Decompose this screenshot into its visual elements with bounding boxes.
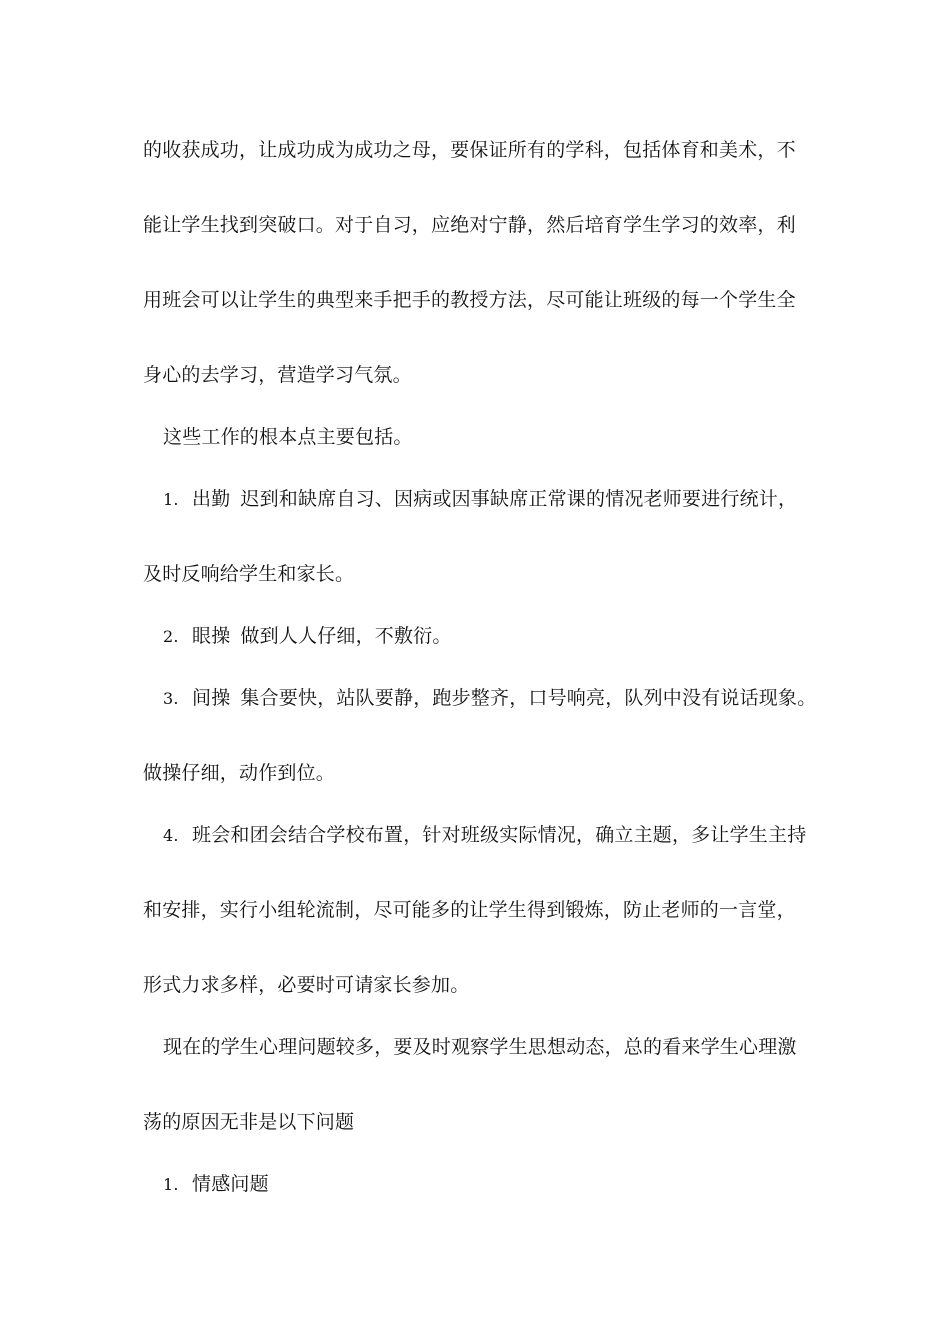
paragraph-line: 能让学生找到突破口。对于自习，应绝对宁静，然后培育学生学习的效率，利 [143, 214, 796, 236]
list-number: 4. [163, 826, 179, 845]
list-number: 1. [163, 490, 179, 509]
paragraph-line: 的收获成功，让成功成为成功之母，要保证所有的学科，包括体育和美术，不 [143, 139, 796, 161]
list-item [163, 822, 843, 849]
paragraph-line: 和安排，实行小组轮流制，尽可能多的让学生得到锻炼，防止老师的一言堂， [143, 899, 796, 921]
list-text: 班会和团会结合学校布置，针对班级实际情况，确立主题，多让学生主持 [192, 824, 807, 846]
list-term: 出勤 [192, 488, 231, 510]
list-text: 做到人人仔细，不敷衍。 [240, 625, 452, 647]
paragraph-line: 现在的学生心理问题较多，要及时观察学生思想动态，总的看来学生心理激 [163, 1036, 797, 1058]
paragraph-line: 及时反响给学生和家长。 [143, 563, 355, 585]
list-item [163, 1171, 843, 1198]
list-term: 间操 [192, 687, 231, 709]
paragraph-line: 身心的去学习，营造学习气氛。 [143, 364, 412, 386]
paragraph-line: 荡的原因无非是以下问题 [143, 1111, 355, 1133]
list-text: 迟到和缺席自习、因病或因事缺席正常课的情况老师要进行统计， [240, 488, 798, 510]
paragraph-line: 这些工作的根本点主要包括。 [163, 426, 413, 448]
list-number: 2. [163, 627, 179, 646]
list-item [163, 623, 843, 650]
list-text: 集合要快，站队要静，跑步整齐，口号响亮，队列中没有说话现象。 [240, 687, 817, 709]
paragraph-line: 形式力求多样，必要时可请家长参加。 [143, 974, 470, 996]
list-item [163, 685, 843, 712]
paragraph-line: 用班会可以让学生的典型来手把手的教授方法，尽可能让班级的每一个学生全 [143, 289, 796, 311]
paragraph-line: 做操仔细，动作到位。 [143, 762, 336, 784]
list-number: 3. [163, 689, 179, 708]
list-number: 1. [163, 1175, 179, 1194]
list-item [163, 486, 843, 513]
list-term: 眼操 [192, 625, 231, 647]
list-text: 情感问题 [192, 1173, 269, 1195]
